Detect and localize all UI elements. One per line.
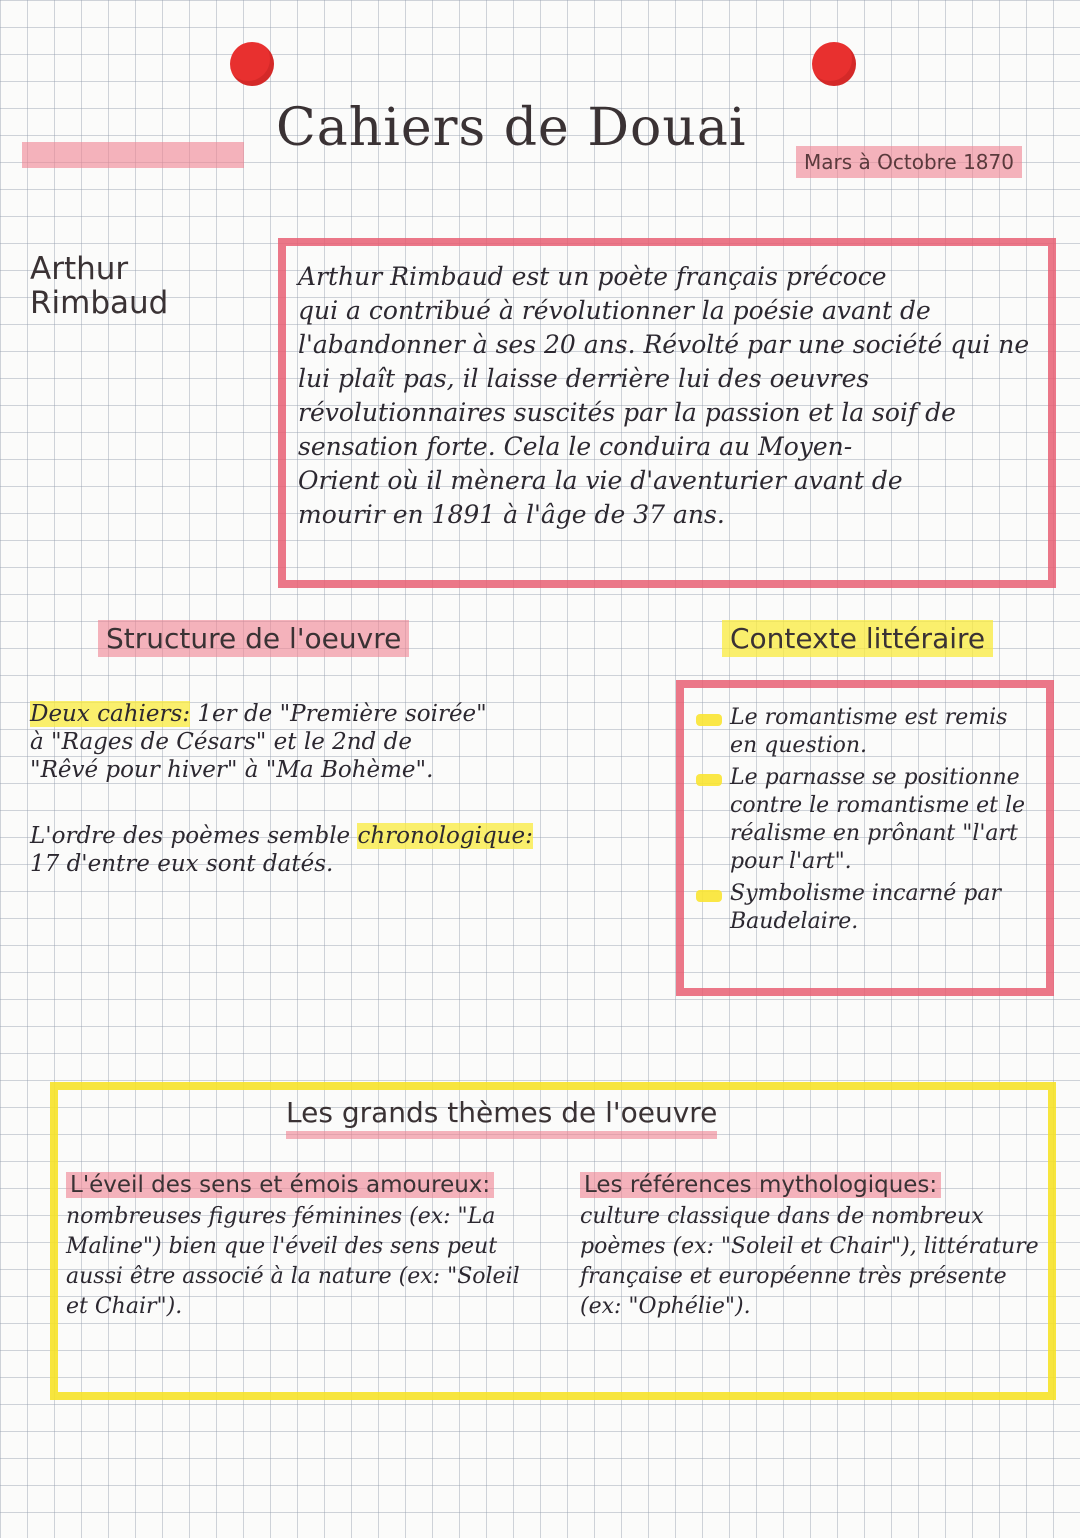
- context-list: [696, 704, 1034, 936]
- structure-label: Deux cahiers:: [30, 701, 191, 727]
- structure-line: à "Rages de Césars" et le 2nd de: [30, 729, 412, 755]
- biography-text: [298, 260, 1036, 532]
- author-last-name: Rimbaud: [30, 285, 169, 321]
- structure-line: 1er de "Première soirée": [197, 701, 487, 727]
- theme-mythology-title: Les références mythologiques:: [580, 1172, 941, 1198]
- context-item: Le romantisme est remis en question.: [696, 704, 1034, 760]
- structure-text: [30, 700, 630, 878]
- biography-box: [278, 238, 1056, 588]
- theme-mythology-body: culture classique dans de nombreux poèmes (ex: "Soleil et Chair"), littérature française et européenne très présente (ex: "Ophélie").: [580, 1204, 1039, 1319]
- context-item: Le parnasse se positionne contre le romantisme et le réalisme en prônant "l'art pour l'art".: [696, 764, 1034, 876]
- theme-senses-title: L'éveil des sens et émois amoureux:: [66, 1172, 494, 1198]
- biography-line: lui plaît pas, il laisse derrière lui des oeuvres: [298, 364, 870, 393]
- order-line: [30, 822, 630, 850]
- yellow-bullet-icon: [696, 774, 722, 786]
- themes-heading-underline: [286, 1131, 717, 1139]
- biography-line: l'abandonner à ses 20 ans. Révolté par une société qui ne: [298, 330, 1030, 359]
- structure-first-line: [30, 700, 630, 728]
- order-lead: L'ordre des poèmes semble: [30, 823, 351, 849]
- biography-line: Orient où il mènera la vie d'aventurier avant de: [298, 466, 903, 495]
- yellow-bullet-icon: [696, 714, 722, 726]
- biography-line: révolutionnaires suscités par la passion et la soif de: [298, 398, 956, 427]
- context-item: Symbolisme incarné par Baudelaire.: [696, 880, 1034, 936]
- context-box: [676, 680, 1054, 996]
- author-first-name: Arthur: [30, 251, 129, 287]
- yellow-bullet-icon: [696, 890, 722, 902]
- structure-heading: Structure de l'oeuvre: [98, 620, 409, 657]
- theme-mythology: [580, 1172, 1040, 1322]
- biography-line: sensation forte. Cela le conduira au Moyen-: [298, 432, 853, 461]
- red-pin-dot-left: [230, 42, 274, 86]
- date-range: Mars à Octobre 1870: [796, 146, 1022, 178]
- order-highlight: chronologique:: [357, 823, 533, 849]
- order-line-2: 17 d'entre eux sont datés.: [30, 851, 334, 877]
- theme-senses: [66, 1172, 536, 1322]
- biography-line: Arthur Rimbaud est un poète français précoce: [298, 262, 887, 291]
- theme-senses-body: nombreuses figures féminines (ex: "La Maline") bien que l'éveil des sens peut aussi être associé à la nature (ex: "Soleil et Chair").: [66, 1204, 520, 1319]
- context-heading: Contexte littéraire: [722, 620, 993, 657]
- structure-line: "Rêvé pour hiver" à "Ma Bohème".: [30, 757, 434, 783]
- biography-line: qui a contribué à révolutionner la poésie avant de: [298, 296, 931, 325]
- title-decoration-bar: [22, 142, 244, 168]
- author-name: [30, 252, 168, 320]
- biography-line: mourir en 1891 à l'âge de 37 ans.: [298, 500, 725, 529]
- themes-heading: Les grands thèmes de l'oeuvre: [286, 1096, 717, 1139]
- red-pin-dot-right: [812, 42, 856, 86]
- page-title: Cahiers de Douai: [276, 98, 747, 158]
